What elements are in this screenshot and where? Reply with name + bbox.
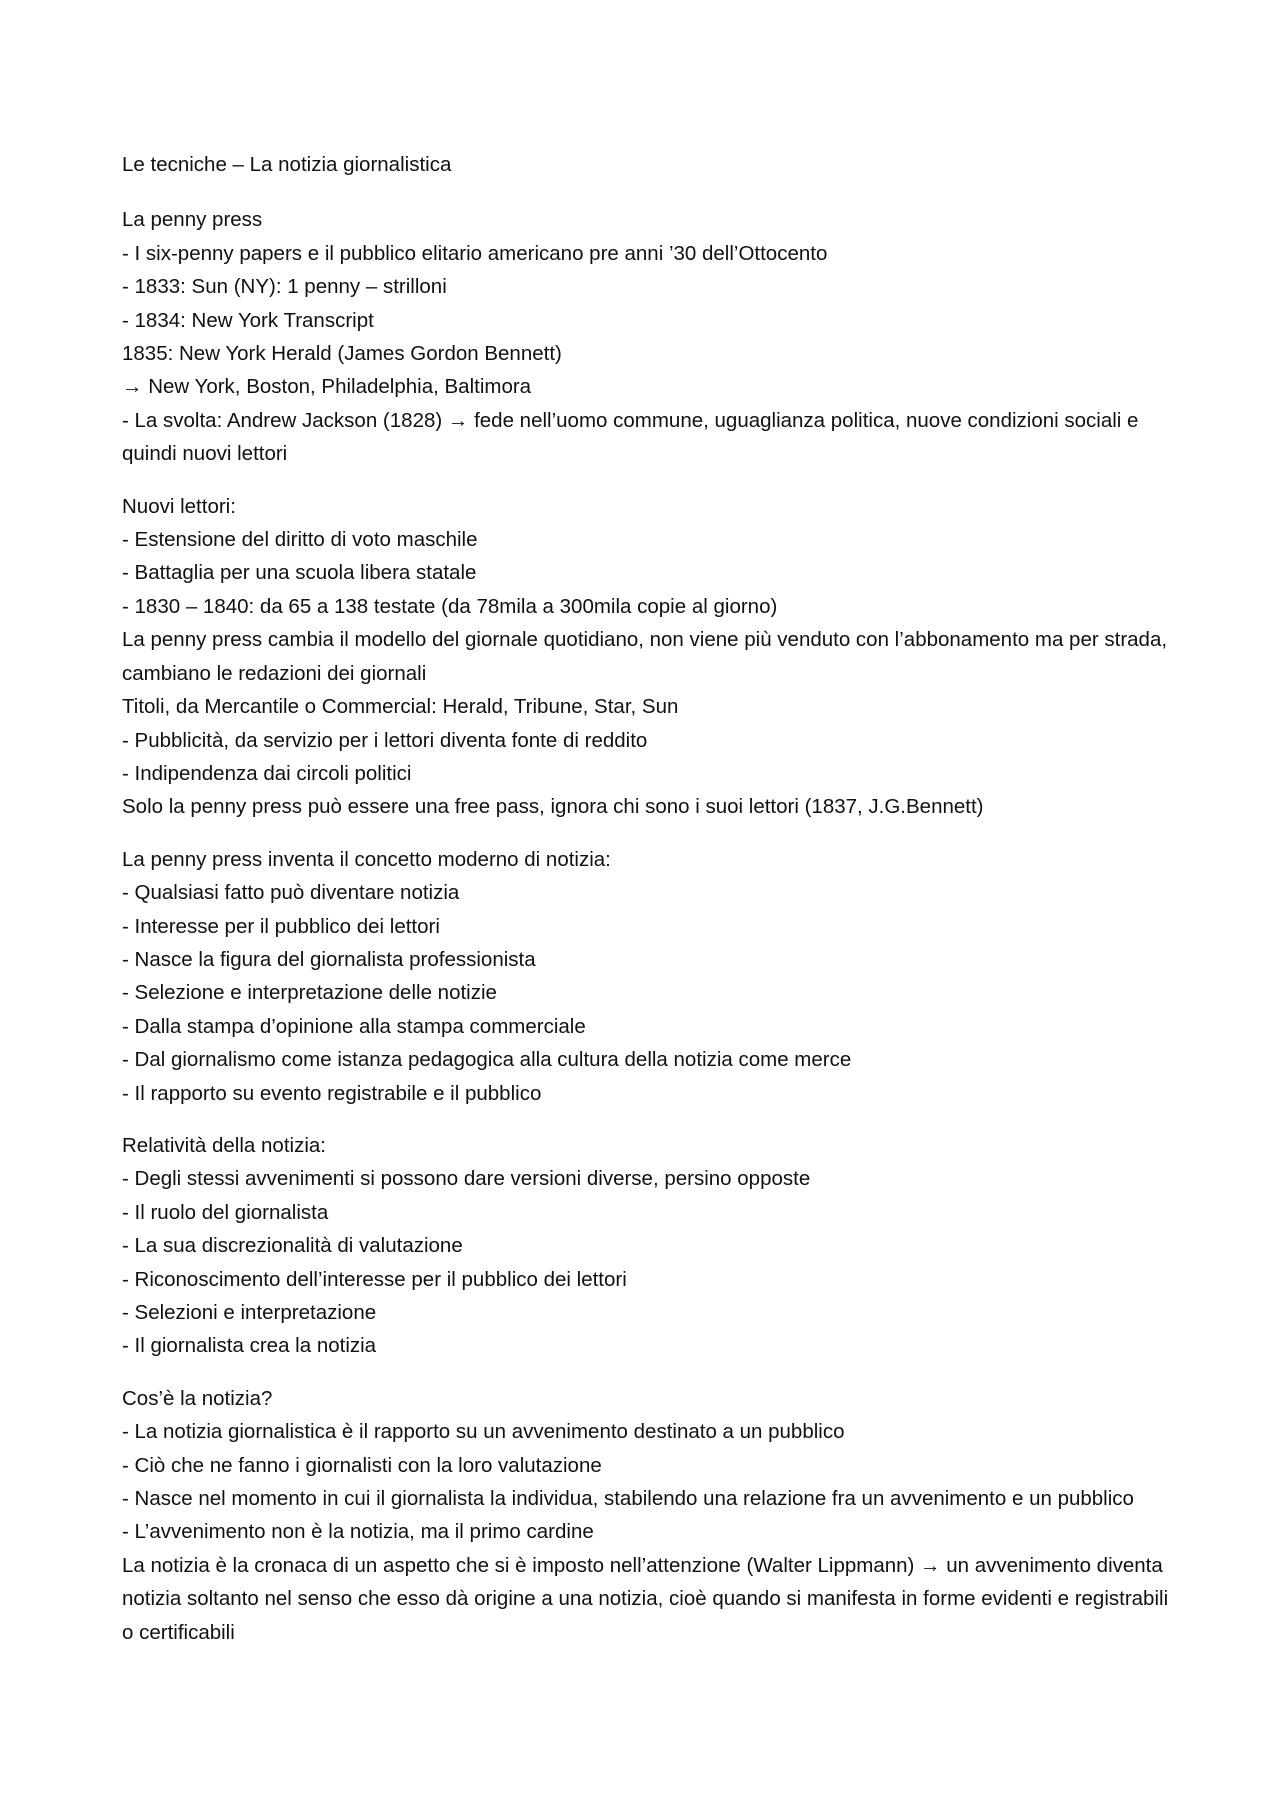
section-penny-press [122,203,1172,470]
text-line: - 1830 – 1840: da 65 a 138 testate (da 78mila a 300mila copie al giorno) [122,594,778,618]
text-line: 1835: New York Herald (James Gordon Bennett) [122,342,562,366]
text-line: - I six-penny papers e il pubblico elitario americano pre anni ’30 dell’Ottocento [122,241,828,265]
text-line: - Ciò che ne fanno i giornalisti con la loro valutazione [122,1453,602,1477]
text-line: - L’avvenimento non è la notizia, ma il primo cardine [122,1520,594,1544]
text-line: La notizia è la cronaca di un aspetto che si è imposto nell’attenzione (Walter Lippmann) → un avvenimento diventa notizia soltanto nel senso che esso dà origine a una notizia, cioè quando si manifesta in forme evidenti e registrabili o certificabili [122,1553,1169,1644]
text-line: - Qualsiasi fatto può diventare notizia [122,881,460,905]
text-line: - Nasce nel momento in cui il giornalista la individua, stabilendo una relazione fra un avvenimento e un pubblico [122,1487,1134,1511]
text-line: - Battaglia per una scuola libera statale [122,561,477,585]
text-line: Solo la penny press può essere una free pass, ignora chi sono i suoi lettori (1837, J.G.Bennett) [122,795,984,819]
section-cos-e-la-notizia [122,1382,1172,1649]
text-line: - Interesse per il pubblico dei lettori [122,914,440,938]
text-line: - La notizia giornalistica è il rapporto su un avvenimento destinato a un pubblico [122,1420,845,1444]
text-line: - Degli stessi avvenimenti si possono dare versioni diverse, persino opposte [122,1167,811,1191]
text-line: → New York, Boston, Philadelphia, Baltimora [122,375,532,399]
text-line: - Il giornalista crea la notizia [122,1334,377,1358]
text-line: - Dal giornalismo come istanza pedagogica alla cultura della notizia come merce [122,1048,852,1072]
text-line: - Dalla stampa d’opinione alla stampa commerciale [122,1014,586,1038]
text-line: - 1834: New York Transcript [122,308,374,332]
text-line: Titoli, da Mercantile o Commercial: Herald, Tribune, Star, Sun [122,695,679,719]
section-heading: La penny press [122,208,263,232]
text-line: - La svolta: Andrew Jackson (1828) → fede nell’uomo commune, uguaglianza politica, nuove condizioni sociali e quindi nuovi lettori [122,408,1139,466]
text-line: - Selezioni e interpretazione [122,1301,377,1324]
document-page [122,148,1172,1668]
section-heading: Cos’è la notizia? [122,1386,273,1410]
text-line: - Riconoscimento dell’interesse per il pubblico dei lettori [122,1267,627,1291]
text-line: - La sua discrezionalità di valutazione [122,1234,463,1258]
section-nuovi-lettori [122,490,1172,824]
section-heading: Relatività della notizia: [122,1133,326,1157]
text-line: La penny press cambia il modello del giornale quotidiano, non viene più venduto con l’abbonamento ma per strada, cambiano le redazioni dei giornali [122,628,1168,685]
section-relativita [122,1129,1172,1363]
text-line: - Estensione del diritto di voto maschile [122,528,478,552]
text-line: - Il rapporto su evento registrabile e il pubblico [122,1081,542,1105]
document-title: Le tecniche – La notizia giornalistica [122,153,452,176]
text-line: - Selezione e interpretazione delle notizie [122,981,497,1005]
text-line: - Il ruolo del giornalista [122,1200,329,1224]
section-concetto-moderno [122,843,1172,1110]
text-line: - Pubblicità, da servizio per i lettori diventa fonte di reddito [122,728,648,752]
section-heading: Nuovi lettori: [122,494,236,518]
text-line: - Nasce la figura del giornalista professionista [122,947,536,971]
text-line: - Indipendenza dai circoli politici [122,761,412,785]
text-line: - 1833: Sun (NY): 1 penny – strilloni [122,275,447,299]
section-heading: La penny press inventa il concetto moderno di notizia: [122,847,611,871]
